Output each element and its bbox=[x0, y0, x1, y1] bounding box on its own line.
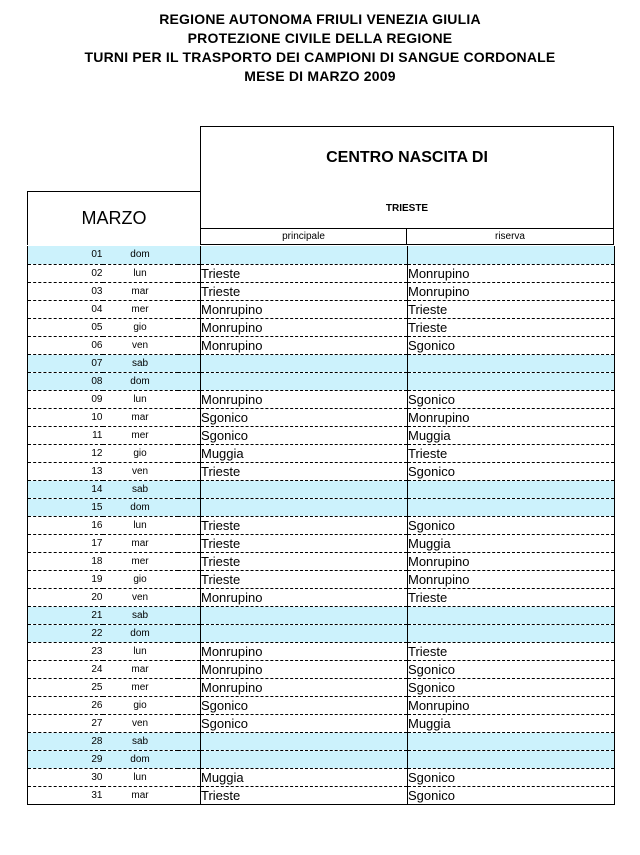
principale-cell: Sgonico bbox=[201, 714, 408, 732]
weekday-cell: mer bbox=[103, 300, 178, 318]
principale-cell bbox=[201, 606, 408, 624]
riserva-cell: Sgonico bbox=[408, 516, 615, 534]
day-number-cell: 31 bbox=[28, 786, 103, 804]
day-number-cell: 03 bbox=[28, 282, 103, 300]
weekday-cell: lun bbox=[103, 642, 178, 660]
weekday-cell: gio bbox=[103, 318, 178, 336]
riserva-cell: Sgonico bbox=[408, 462, 615, 480]
principale-cell: Trieste bbox=[201, 570, 408, 588]
weekday-cell: mer bbox=[103, 552, 178, 570]
principale-cell: Trieste bbox=[201, 462, 408, 480]
riserva-cell bbox=[408, 372, 615, 390]
riserva-cell: Muggia bbox=[408, 714, 615, 732]
title-line-turni: TURNI PER IL TRASPORTO DEI CAMPIONI DI SANGUE CORDONALE bbox=[84, 49, 556, 65]
principale-cell: Trieste bbox=[201, 534, 408, 552]
table-row bbox=[28, 534, 615, 552]
riserva-cell: Sgonico bbox=[408, 660, 615, 678]
day-number-cell: 18 bbox=[28, 552, 103, 570]
spacer-cell bbox=[178, 624, 201, 642]
principale-cell bbox=[201, 732, 408, 750]
spacer-cell bbox=[178, 516, 201, 534]
weekday-cell: dom bbox=[103, 750, 178, 768]
principale-cell bbox=[201, 498, 408, 516]
spacer-cell bbox=[178, 318, 201, 336]
table-row bbox=[28, 372, 615, 390]
weekday-cell: mar bbox=[103, 534, 178, 552]
spacer-cell bbox=[178, 588, 201, 606]
spacer-cell bbox=[178, 570, 201, 588]
table-row bbox=[28, 336, 615, 354]
spacer-cell bbox=[178, 696, 201, 714]
riserva-cell bbox=[408, 354, 615, 372]
weekday-cell: mer bbox=[103, 426, 178, 444]
principale-cell: Monrupino bbox=[201, 678, 408, 696]
spacer-cell bbox=[178, 642, 201, 660]
weekday-cell: dom bbox=[103, 624, 178, 642]
weekday-cell: lun bbox=[103, 264, 178, 282]
table-row bbox=[28, 642, 615, 660]
weekday-cell: gio bbox=[103, 696, 178, 714]
riserva-cell: Trieste bbox=[408, 300, 615, 318]
spacer-cell bbox=[178, 678, 201, 696]
spacer-cell bbox=[178, 534, 201, 552]
riserva-cell bbox=[408, 480, 615, 498]
spacer-cell bbox=[178, 660, 201, 678]
weekday-cell: mar bbox=[103, 408, 178, 426]
weekday-cell: lun bbox=[103, 768, 178, 786]
table-row bbox=[28, 390, 615, 408]
principale-cell: Trieste bbox=[201, 264, 408, 282]
document-title-block bbox=[0, 10, 640, 86]
table-row bbox=[28, 516, 615, 534]
spacer-cell bbox=[178, 606, 201, 624]
riserva-cell: Trieste bbox=[408, 642, 615, 660]
riserva-cell: Monrupino bbox=[408, 408, 615, 426]
riserva-cell bbox=[408, 498, 615, 516]
month-label: MARZO bbox=[81, 208, 147, 228]
table-row bbox=[28, 660, 615, 678]
day-number-cell: 23 bbox=[28, 642, 103, 660]
schedule-table-body bbox=[28, 246, 615, 804]
weekday-cell: dom bbox=[103, 498, 178, 516]
day-number-cell: 02 bbox=[28, 264, 103, 282]
day-number-cell: 17 bbox=[28, 534, 103, 552]
riserva-cell bbox=[408, 750, 615, 768]
principale-cell: Muggia bbox=[201, 444, 408, 462]
day-number-cell: 06 bbox=[28, 336, 103, 354]
day-number-cell: 09 bbox=[28, 390, 103, 408]
day-number-cell: 04 bbox=[28, 300, 103, 318]
riserva-cell: Monrupino bbox=[408, 570, 615, 588]
day-number-cell: 21 bbox=[28, 606, 103, 624]
table-row bbox=[28, 714, 615, 732]
principale-cell: Trieste bbox=[201, 786, 408, 804]
riserva-cell: Trieste bbox=[408, 444, 615, 462]
table-row bbox=[28, 282, 615, 300]
month-header-box bbox=[27, 191, 200, 245]
weekday-cell: gio bbox=[103, 570, 178, 588]
table-row bbox=[28, 318, 615, 336]
day-number-cell: 28 bbox=[28, 732, 103, 750]
spacer-cell bbox=[178, 462, 201, 480]
weekday-cell: mar bbox=[103, 282, 178, 300]
table-row bbox=[28, 480, 615, 498]
weekday-cell: dom bbox=[103, 246, 178, 264]
day-number-cell: 01 bbox=[28, 246, 103, 264]
principale-cell: Monrupino bbox=[201, 642, 408, 660]
riserva-cell: Trieste bbox=[408, 318, 615, 336]
riserva-cell: Muggia bbox=[408, 426, 615, 444]
principale-cell bbox=[201, 372, 408, 390]
riserva-cell bbox=[408, 624, 615, 642]
day-number-cell: 24 bbox=[28, 660, 103, 678]
principale-cell bbox=[201, 354, 408, 372]
table-row bbox=[28, 678, 615, 696]
day-number-cell: 30 bbox=[28, 768, 103, 786]
spacer-cell bbox=[178, 282, 201, 300]
table-row bbox=[28, 624, 615, 642]
riserva-cell bbox=[408, 606, 615, 624]
day-number-cell: 22 bbox=[28, 624, 103, 642]
riserva-cell: Sgonico bbox=[408, 768, 615, 786]
spacer-cell bbox=[178, 480, 201, 498]
weekday-cell: gio bbox=[103, 444, 178, 462]
riserva-cell: Monrupino bbox=[408, 264, 615, 282]
principale-cell: Trieste bbox=[201, 516, 408, 534]
title-line-mese: MESE DI MARZO 2009 bbox=[244, 68, 396, 84]
table-row bbox=[28, 264, 615, 282]
riserva-cell: Sgonico bbox=[408, 390, 615, 408]
table-row bbox=[28, 498, 615, 516]
spacer-cell bbox=[178, 426, 201, 444]
spacer-cell bbox=[178, 732, 201, 750]
principale-cell bbox=[201, 750, 408, 768]
table-row bbox=[28, 786, 615, 804]
spacer-cell bbox=[178, 354, 201, 372]
weekday-cell: sab bbox=[103, 354, 178, 372]
day-number-cell: 11 bbox=[28, 426, 103, 444]
weekday-cell: sab bbox=[103, 606, 178, 624]
riserva-cell: Monrupino bbox=[408, 696, 615, 714]
table-row bbox=[28, 444, 615, 462]
day-number-cell: 16 bbox=[28, 516, 103, 534]
principale-cell bbox=[201, 480, 408, 498]
table-row bbox=[28, 354, 615, 372]
principale-cell: Trieste bbox=[201, 282, 408, 300]
table-row bbox=[28, 426, 615, 444]
table-row bbox=[28, 606, 615, 624]
day-number-cell: 15 bbox=[28, 498, 103, 516]
spacer-cell bbox=[178, 246, 201, 264]
riserva-cell: Sgonico bbox=[408, 678, 615, 696]
column-header-riserva: riserva bbox=[406, 228, 614, 245]
spacer-cell bbox=[178, 300, 201, 318]
day-number-cell: 25 bbox=[28, 678, 103, 696]
day-number-cell: 26 bbox=[28, 696, 103, 714]
riserva-cell: Sgonico bbox=[408, 336, 615, 354]
table-row bbox=[28, 552, 615, 570]
weekday-cell: lun bbox=[103, 390, 178, 408]
principale-cell: Monrupino bbox=[201, 660, 408, 678]
spacer-cell bbox=[178, 336, 201, 354]
principale-cell: Monrupino bbox=[201, 588, 408, 606]
principale-cell: Monrupino bbox=[201, 390, 408, 408]
weekday-cell: ven bbox=[103, 462, 178, 480]
column-header-principale: principale bbox=[200, 228, 407, 245]
title-line-region: REGIONE AUTONOMA FRIULI VENEZIA GIULIA bbox=[159, 11, 481, 27]
day-number-cell: 19 bbox=[28, 570, 103, 588]
table-row bbox=[28, 750, 615, 768]
schedule-table bbox=[27, 246, 615, 805]
table-row bbox=[28, 300, 615, 318]
spacer-cell bbox=[178, 444, 201, 462]
spacer-cell bbox=[178, 498, 201, 516]
spacer-cell bbox=[178, 408, 201, 426]
day-number-cell: 14 bbox=[28, 480, 103, 498]
weekday-cell: sab bbox=[103, 480, 178, 498]
weekday-cell: ven bbox=[103, 588, 178, 606]
day-number-cell: 13 bbox=[28, 462, 103, 480]
spacer-cell bbox=[178, 390, 201, 408]
weekday-cell: ven bbox=[103, 714, 178, 732]
principale-cell: Monrupino bbox=[201, 300, 408, 318]
weekday-cell: ven bbox=[103, 336, 178, 354]
spacer-cell bbox=[178, 714, 201, 732]
table-row bbox=[28, 768, 615, 786]
centro-header-box bbox=[200, 126, 614, 228]
table-row bbox=[28, 570, 615, 588]
spacer-cell bbox=[178, 786, 201, 804]
spacer-cell bbox=[178, 750, 201, 768]
day-number-cell: 27 bbox=[28, 714, 103, 732]
principale-cell: Sgonico bbox=[201, 408, 408, 426]
day-number-cell: 29 bbox=[28, 750, 103, 768]
day-number-cell: 08 bbox=[28, 372, 103, 390]
table-row bbox=[28, 408, 615, 426]
city-label: TRIESTE bbox=[385, 203, 429, 214]
spacer-cell bbox=[178, 372, 201, 390]
spacer-cell bbox=[178, 768, 201, 786]
day-number-cell: 10 bbox=[28, 408, 103, 426]
principale-cell bbox=[201, 246, 408, 264]
principale-cell: Muggia bbox=[201, 768, 408, 786]
riserva-cell: Sgonico bbox=[408, 786, 615, 804]
table-row bbox=[28, 732, 615, 750]
riserva-cell: Muggia bbox=[408, 534, 615, 552]
table-row bbox=[28, 696, 615, 714]
principale-cell bbox=[201, 624, 408, 642]
weekday-cell: mar bbox=[103, 786, 178, 804]
principale-cell: Sgonico bbox=[201, 426, 408, 444]
table-row bbox=[28, 462, 615, 480]
day-number-cell: 12 bbox=[28, 444, 103, 462]
table-row bbox=[28, 246, 615, 264]
day-number-cell: 07 bbox=[28, 354, 103, 372]
day-number-cell: 05 bbox=[28, 318, 103, 336]
principale-cell: Trieste bbox=[201, 552, 408, 570]
riserva-cell: Trieste bbox=[408, 588, 615, 606]
riserva-cell: Monrupino bbox=[408, 552, 615, 570]
weekday-cell: dom bbox=[103, 372, 178, 390]
riserva-cell bbox=[408, 732, 615, 750]
day-number-cell: 20 bbox=[28, 588, 103, 606]
spacer-cell bbox=[178, 552, 201, 570]
principale-cell: Monrupino bbox=[201, 318, 408, 336]
riserva-cell bbox=[408, 246, 615, 264]
riserva-cell: Monrupino bbox=[408, 282, 615, 300]
weekday-cell: mar bbox=[103, 660, 178, 678]
spacer-cell bbox=[178, 264, 201, 282]
weekday-cell: mer bbox=[103, 678, 178, 696]
table-row bbox=[28, 588, 615, 606]
weekday-cell: lun bbox=[103, 516, 178, 534]
principale-cell: Monrupino bbox=[201, 336, 408, 354]
principale-cell: Sgonico bbox=[201, 696, 408, 714]
weekday-cell: sab bbox=[103, 732, 178, 750]
title-line-protezione: PROTEZIONE CIVILE DELLA REGIONE bbox=[187, 30, 453, 46]
centro-nascita-label: CENTRO NASCITA DI bbox=[326, 149, 488, 166]
